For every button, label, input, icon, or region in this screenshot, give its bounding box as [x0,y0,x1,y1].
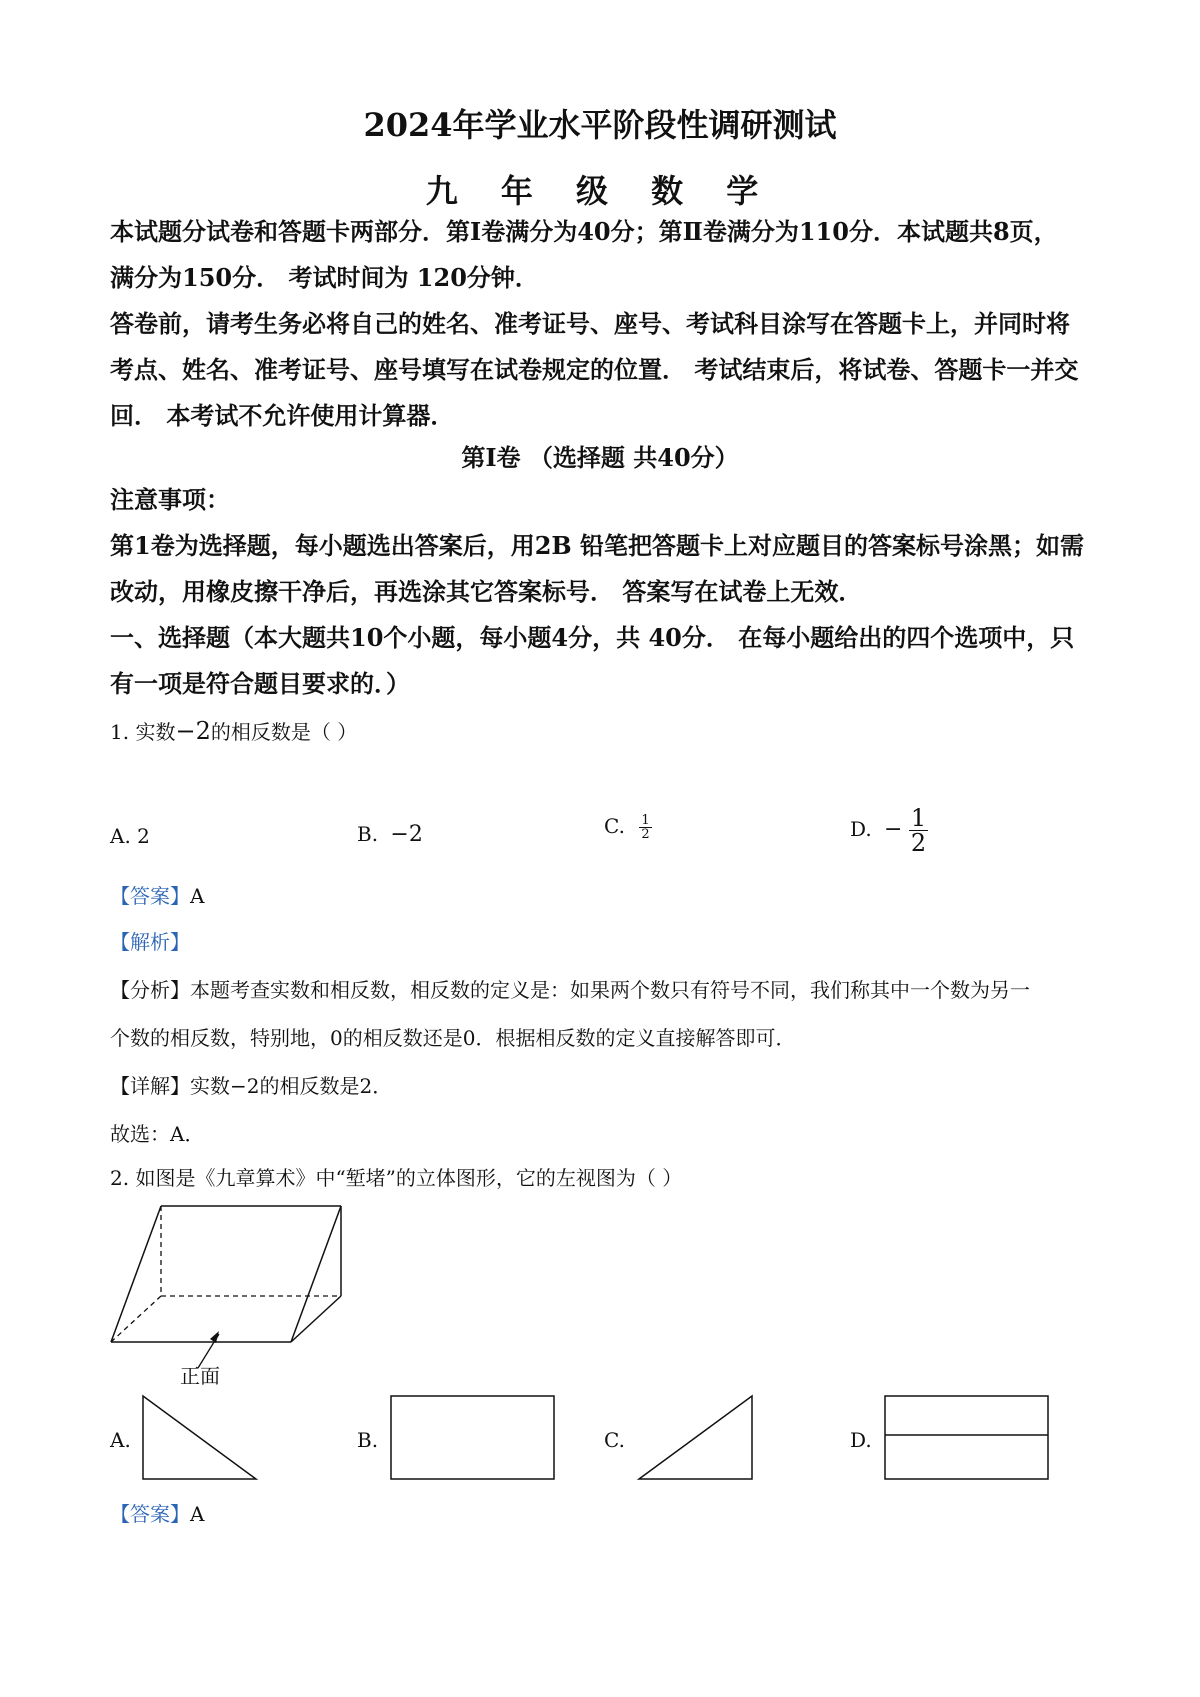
q1-option-b [357,822,423,847]
q2-option-b-label: B. [357,1428,379,1452]
notes-line-2: 改动，用橡皮擦干净后，再选涂其它答案标号． 答案写在试卷上无效． [110,577,863,606]
q2-answer [110,1498,204,1527]
instructions-line-1: 本试题分试卷和答题卡两部分．第Ⅰ卷满分为40分；第Ⅱ卷满分为110分．本试题共8页， [110,217,1058,246]
q2-option-a-label: A. [110,1428,131,1452]
q1-answer [110,880,204,909]
q1-option-d-denominator: 2 [910,829,927,857]
q1-option-c-label: C. [604,814,625,838]
q1-option-d-sign: − [884,817,903,842]
q2-stem: 2. 如图是《九章算术》中“堑堵”的立体图形，它的左视图为（ ） [110,1166,683,1190]
q1-stem-prefix: 1. 实数 [110,720,176,744]
q2-option-a-figure [140,1393,260,1483]
part-heading-line-1: 一、选择题（本大题共10个小题，每小题4分，共 40分． 在每小题给出的四个选项中，只 [110,623,1075,652]
q1-detail [110,1070,392,1099]
q1-fenxi-line-2: 个数的相反数，特别地，0的相反数还是0．根据相反数的定义直接解答即可． [110,1026,796,1050]
q1-option-c-numerator: 1 [641,813,650,828]
q1-option-a [110,824,150,848]
q1-option-d-label: D. [850,817,872,841]
q1-option-c [604,814,652,841]
q1-option-a-value: 2 [137,824,150,848]
q1-option-d-numerator: 1 [910,804,927,832]
q1-option-a-label: A. [110,824,131,848]
q2-solid-figure [105,1200,465,1390]
q1-choose: 故选：A． [110,1122,205,1146]
q2-option-b-figure [388,1393,558,1483]
q1-detail-tag: 【详解】 [110,1074,190,1098]
instructions-line-3: 答卷前，请考生务必将自己的姓名、准考证号、座号、考试科目涂写在答题卡上，并同时将 [110,309,1070,338]
q1-stem-suffix: 的相反数是（ ） [210,720,358,744]
exam-subtitle: 九 年 级 数 学 [425,172,775,210]
q1-fenxi-text-1: 本题考查实数和相反数，相反数的定义是：如果两个数只有符号不同，我们称其中一个数为另一 [190,978,1030,1002]
q1-option-b-label: B. [357,822,379,846]
q1-option-c-fraction [639,814,651,841]
instructions-line-2: 满分为150分． 考试时间为 120分钟． [110,263,539,292]
q1-analysis-tag: 【解析】 [110,930,190,954]
q1-detail-text: 实数−2的相反数是2． [190,1074,393,1098]
q2-answer-tag: 【答案】 [110,1502,190,1526]
q1-fenxi-line-1 [110,974,1030,1003]
exam-title: 2024年学业水平阶段性调研测试 [363,106,837,144]
q1-option-c-denominator: 2 [641,827,650,842]
q1-option-b-value: −2 [390,822,423,847]
q2-answer-value: A [190,1502,205,1526]
instructions-line-4: 考点、姓名、准考证号、座号填写在试卷规定的位置． 考试结束后，将试卷、答题卡一并交 [110,355,1079,384]
q2-option-d-label: D. [850,1428,872,1452]
q1-stem-value: −2 [175,717,211,745]
q2-figure-front-label: 正面 [180,1364,220,1388]
q1-answer-tag: 【答案】 [110,884,190,908]
section-title: 第Ⅰ卷 （选择题 共40分） [461,443,739,472]
q1-fenxi-tag: 【分析】 [110,978,190,1002]
notes-heading: 注意事项： [110,485,230,514]
instructions-line-5: 回． 本考试不允许使用计算器． [110,401,455,430]
q1-option-d [850,806,928,855]
q1-option-d-fraction [909,806,928,855]
q2-option-c-label: C. [604,1428,625,1452]
q2-option-d-figure [882,1393,1052,1483]
q2-option-c-figure [636,1393,756,1483]
q1-answer-value: A [190,884,205,908]
notes-line-1: 第1卷为选择题，每小题选出答案后，用2B 铅笔把答题卡上对应题目的答案标号涂黑；如需 [110,531,1085,560]
q1-stem [110,716,357,745]
part-heading-line-2: 有一项是符合题目要求的．） [110,669,410,698]
